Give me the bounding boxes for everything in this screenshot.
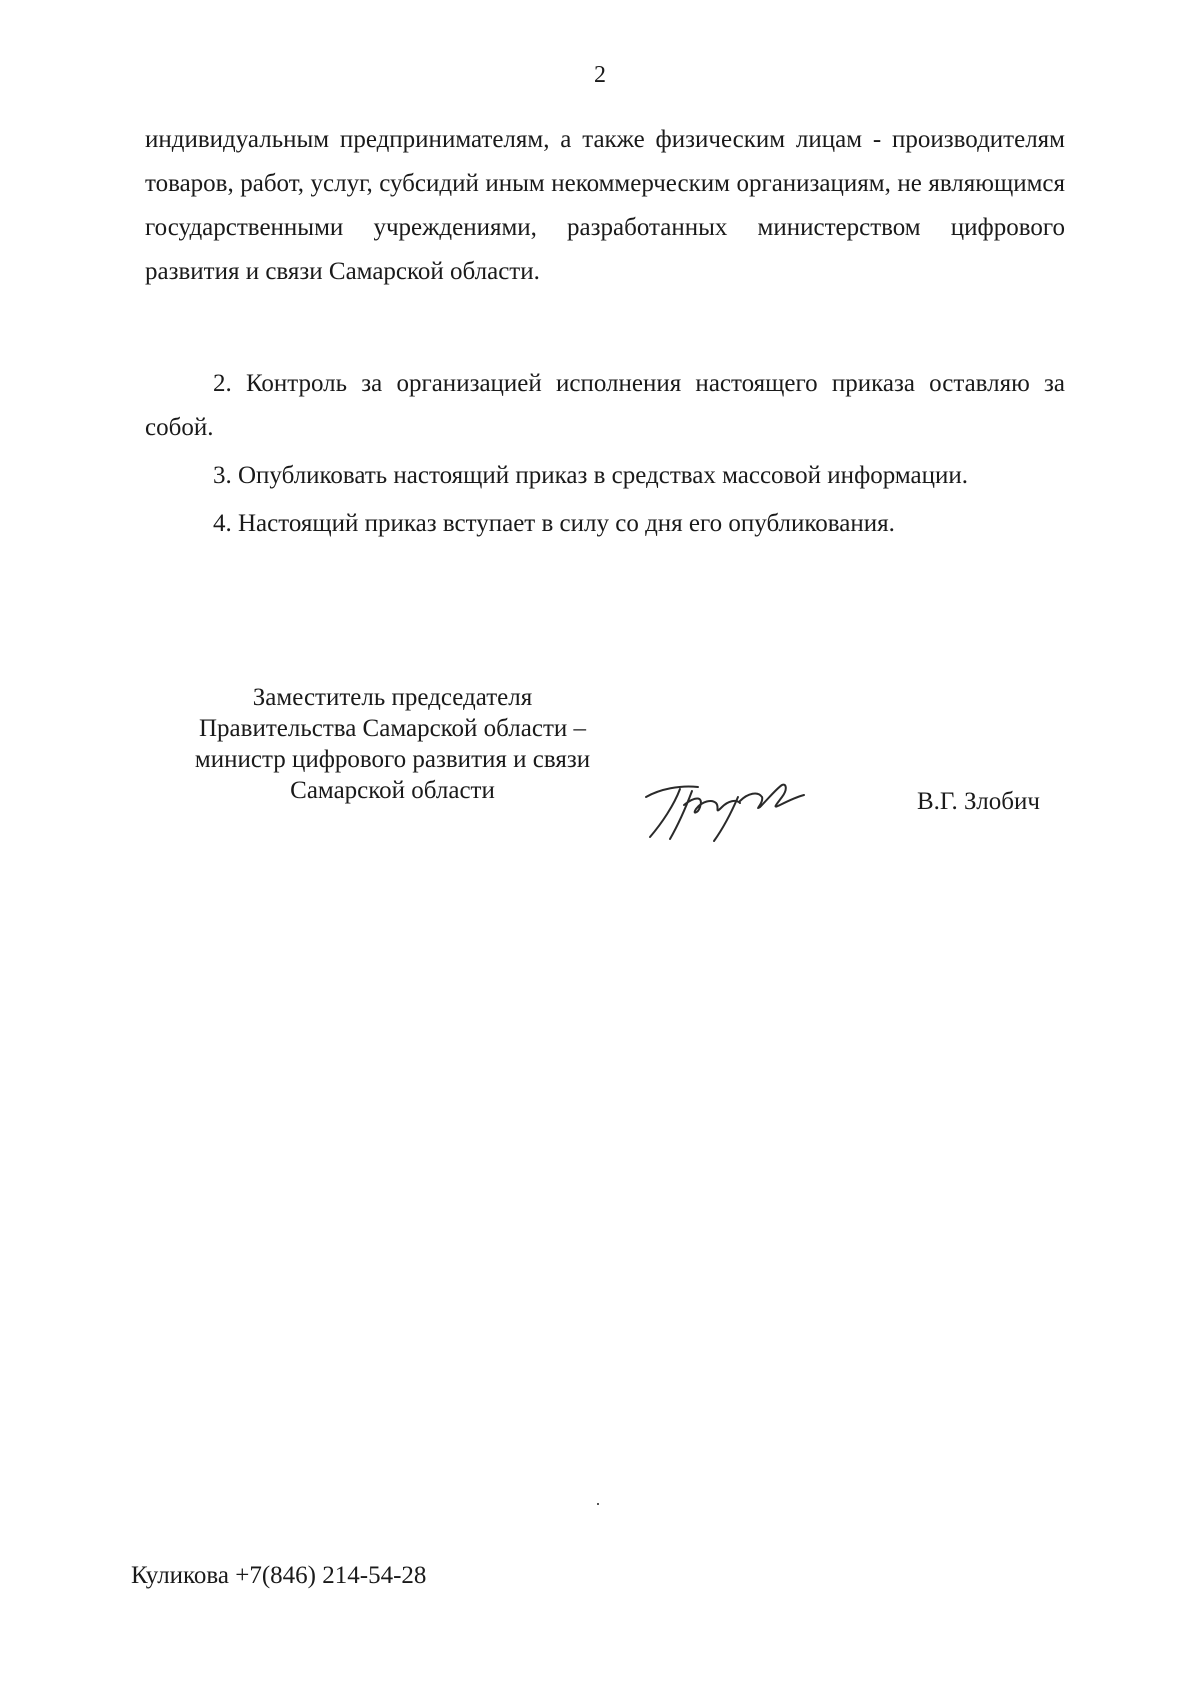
paragraph-item-4: 4. Настоящий приказ вступает в силу со дня его опубликования.: [213, 510, 895, 537]
paragraph-item-2: 2. Контроль за организацией исполнения настоящего приказа оставляю за собой.: [145, 370, 1065, 441]
scan-dot: [597, 1503, 599, 1505]
signer-name: В.Г. Злобич: [917, 788, 1040, 815]
position-line: Заместитель председателя: [252, 684, 533, 711]
position-line: Самарской области: [290, 777, 495, 804]
page-number: 2: [594, 62, 606, 88]
signatory-position: [165, 682, 620, 806]
executor-contact: Куликова +7(846) 214-54-28: [131, 1562, 427, 1589]
paragraph-item-3: 3. Опубликовать настоящий приказ в средствах массовой информации.: [213, 462, 969, 489]
handwritten-signature: [640, 775, 820, 845]
position-line: министр цифрового развития и связи: [194, 746, 591, 773]
paragraph-continued: индивидуальным предпринимателям, а также физическим лицам - производителям товаров, работ, услуг, субсидий иным некоммерческим организациям, не являющимся государственными учреждениями, разработанных министерством цифрового развития и связи Самарской области.: [145, 126, 1065, 285]
position-line: Правительства Самарской области –: [198, 715, 586, 742]
